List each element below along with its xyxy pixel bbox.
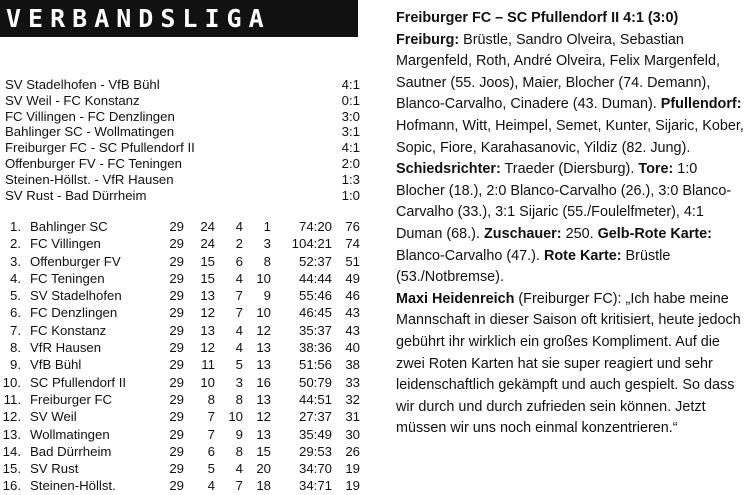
standing-played: 29 (169, 409, 184, 425)
match-report-column (396, 8, 744, 440)
standing-rank: 11. (3, 391, 21, 407)
standing-rank: 4. (10, 270, 21, 286)
standing-team: SV Weil (30, 409, 77, 425)
standing-played: 29 (169, 340, 184, 356)
spectators: 250. (565, 225, 594, 242)
standing-team: FC Konstanz (30, 322, 107, 338)
standing-drawn: 10 (228, 409, 243, 425)
standing-won: 24 (200, 236, 215, 252)
standing-lost: 15 (256, 443, 271, 459)
standing-lost: 10 (256, 270, 271, 286)
result-row (5, 124, 360, 140)
standing-points: 31 (345, 409, 360, 425)
standing-drawn: 2 (235, 236, 243, 252)
result-score: 3:0 (341, 108, 360, 124)
standing-lost: 3 (263, 236, 271, 252)
standing-team: SV Rust (30, 461, 79, 477)
standing-won: 15 (200, 253, 215, 269)
standing-goals: 44:51 (298, 391, 332, 407)
standing-drawn: 8 (235, 443, 243, 459)
standing-goals: 52:37 (298, 253, 332, 269)
standing-rank: 15. (2, 461, 21, 477)
results-list (5, 77, 360, 203)
standings-table (0, 218, 362, 495)
freiburg-label: Freiburg: (396, 31, 460, 48)
standing-played: 29 (169, 253, 184, 269)
standing-lost: 13 (256, 357, 271, 373)
result-score: 2:0 (341, 155, 360, 171)
standing-lost: 13 (256, 340, 271, 356)
standing-won: 7 (207, 409, 215, 425)
standing-played: 29 (169, 357, 184, 373)
standing-goals: 104:21 (291, 236, 332, 252)
standing-drawn: 6 (235, 253, 243, 269)
standing-rank: 8. (10, 340, 21, 356)
standing-team: Offenburger FV (30, 253, 121, 269)
standing-points: 40 (345, 340, 360, 356)
standing-won: 15 (200, 270, 215, 286)
standing-played: 29 (169, 426, 184, 442)
standing-points: 32 (345, 391, 360, 407)
standings-row (0, 426, 362, 443)
league-title: VERBANDSLIGA (6, 4, 271, 33)
standings-row (0, 322, 362, 339)
standing-played: 29 (169, 374, 184, 390)
standing-team: Wollmatingen (30, 426, 110, 442)
quote-club: (Freiburger FC): (518, 290, 622, 307)
standing-played: 29 (169, 219, 184, 234)
standings-row (0, 339, 362, 356)
standings-row (0, 408, 362, 425)
standing-points: 74 (345, 236, 360, 252)
standing-goals: 29:53 (298, 443, 332, 459)
referee: Traeder (Diersburg). (504, 161, 635, 178)
result-row (5, 93, 360, 109)
standing-lost: 10 (256, 305, 271, 321)
result-match: Offenburger FV - FC Teningen (5, 155, 182, 171)
standing-lost: 1 (263, 219, 271, 234)
standing-rank: 13. (2, 426, 21, 442)
standing-goals: 35:37 (298, 322, 332, 338)
standing-lost: 9 (263, 288, 271, 304)
standing-rank: 5. (10, 288, 21, 304)
standing-lost: 13 (256, 391, 271, 407)
standing-rank: 12. (2, 409, 21, 425)
standing-team: FC Denzlingen (30, 305, 118, 321)
standings-row (0, 304, 362, 321)
red-card-label: Rote Karte: (543, 247, 622, 264)
standing-lost: 20 (256, 461, 271, 477)
standing-team: VfR Hausen (30, 340, 102, 356)
standing-team: Freiburger FC (30, 391, 113, 407)
standing-drawn: 5 (235, 357, 243, 373)
standing-lost: 8 (263, 253, 271, 269)
standing-played: 29 (169, 461, 184, 477)
standing-team: SC Pfullendorf II (30, 374, 127, 390)
result-match: FC Villingen - FC Denzlingen (5, 108, 175, 124)
goals-label: Tore: (638, 161, 674, 178)
standing-rank: 2. (10, 236, 21, 252)
standing-rank: 9. (10, 357, 21, 373)
standing-team: SV Stadelhofen (30, 288, 122, 304)
standing-team: Bahlinger SC (30, 219, 108, 234)
result-match: SV Rust - Bad Dürrheim (5, 187, 147, 203)
yellow-red-card: Blanco-Carvalho (47.). (396, 247, 540, 264)
standings-row (0, 235, 362, 252)
standing-points: 19 (345, 461, 360, 477)
standing-played: 29 (169, 236, 184, 252)
spectators-label: Zuschauer: (483, 225, 562, 242)
standing-lost: 13 (256, 426, 271, 442)
result-score: 4:1 (341, 77, 360, 92)
standing-rank: 7. (10, 322, 21, 338)
league-panel (0, 0, 372, 493)
freiburg-lineup: Brüstle, Sandro Olveira, Sebastian Margenfeld, Roth, André Olveira, Felix Margenfeld, Sautner (55. Joos), Maier, Blocher (74. Demann), Blanco-Carvalho, Cinadere (43. Duman). (396, 31, 720, 113)
standing-goals: 74:20 (298, 219, 332, 234)
standing-rank: 14. (2, 443, 21, 459)
standing-goals: 34:70 (298, 461, 332, 477)
standing-rank: 16. (2, 478, 21, 494)
match-report (396, 8, 744, 440)
standing-lost: 12 (256, 322, 271, 338)
standing-played: 29 (169, 305, 184, 321)
result-row (5, 172, 360, 188)
referee-label: Schiedsrichter: (396, 161, 501, 178)
standing-points: 76 (345, 219, 360, 234)
standings-row (0, 443, 362, 460)
goals: 1:0 Blocher (18.), 2:0 Blanco-Carvalho (26.), 3:0 Blanco-Carvalho (33.), 3:1 Sijaric (55./Foulelfmeter), 4:1 Duman (68.). (396, 161, 732, 242)
standings-row (0, 477, 362, 494)
standing-team: Steinen-Höllst. (30, 478, 116, 494)
standing-drawn: 4 (235, 219, 243, 234)
standing-rank: 1. (10, 219, 21, 234)
standing-drawn: 7 (235, 305, 243, 321)
standings-row (0, 356, 362, 373)
standing-played: 29 (169, 478, 184, 494)
standing-won: 12 (200, 340, 215, 356)
result-row (5, 109, 360, 125)
quote-speaker: Maxi Heidenreich (396, 290, 515, 307)
standing-won: 4 (207, 478, 215, 494)
standings-row (0, 391, 362, 408)
result-match: SV Stadelhofen - VfB Bühl (5, 77, 160, 92)
standing-goals: 51:56 (298, 357, 332, 373)
standing-played: 29 (169, 391, 184, 407)
result-score: 4:1 (341, 140, 360, 156)
league-header (0, 0, 358, 37)
standing-drawn: 7 (235, 288, 243, 304)
standing-team: FC Villingen (30, 236, 101, 252)
standing-goals: 46:45 (298, 305, 332, 321)
standing-won: 11 (201, 357, 215, 373)
standing-drawn: 7 (235, 478, 243, 494)
standing-won: 10 (200, 374, 215, 390)
standing-goals: 27:37 (298, 409, 332, 425)
standing-played: 29 (169, 443, 184, 459)
standing-points: 46 (345, 288, 360, 304)
standing-lost: 18 (256, 478, 271, 494)
standings-row (0, 270, 362, 287)
standing-goals: 35:49 (298, 426, 332, 442)
standing-points: 30 (345, 426, 360, 442)
standing-rank: 3. (10, 253, 21, 269)
standing-won: 13 (200, 288, 215, 304)
standing-rank: 6. (10, 305, 21, 321)
standing-lost: 12 (256, 409, 271, 425)
standing-won: 8 (207, 391, 215, 407)
standing-team: Bad Dürrheim (30, 443, 112, 459)
coach-quote (396, 289, 744, 440)
standing-points: 33 (345, 374, 360, 390)
result-score: 1:3 (341, 171, 360, 187)
standing-points: 51 (345, 253, 360, 269)
standings-row (0, 374, 362, 391)
standing-won: 5 (207, 461, 215, 477)
standing-won: 7 (207, 426, 215, 442)
standing-goals: 34:71 (298, 478, 332, 494)
result-row (5, 140, 360, 156)
standing-played: 29 (169, 288, 184, 304)
pfullendorf-lineup: Hofmann, Witt, Heimpel, Semet, Kunter, Sijaric, Kober, Sopic, Fiore, Karahasanovic, Yildiz (82. Jung). (396, 117, 744, 156)
yellow-red-label: Gelb-Rote Karte: (597, 225, 712, 242)
result-match: Bahlinger SC - Wollmatingen (5, 124, 175, 140)
standing-drawn: 9 (235, 426, 243, 442)
standing-goals: 44:44 (298, 270, 332, 286)
standings-row (0, 253, 362, 270)
standing-drawn: 3 (235, 374, 243, 390)
standing-points: 43 (345, 322, 360, 338)
standings-row (0, 218, 362, 235)
result-score: 3:1 (341, 124, 360, 140)
standing-team: VfB Bühl (30, 357, 82, 373)
standing-points: 43 (345, 305, 360, 321)
standing-goals: 50:79 (298, 374, 332, 390)
result-match: Freiburger FC - SC Pfullendorf II (5, 140, 195, 156)
result-score: 0:1 (341, 92, 360, 108)
standing-team: FC Teningen (30, 270, 105, 286)
standing-drawn: 4 (235, 461, 243, 477)
standing-won: 12 (200, 305, 215, 321)
standing-points: 38 (345, 357, 360, 373)
result-row (5, 77, 360, 93)
standings-row (0, 287, 362, 304)
standing-drawn: 4 (235, 270, 243, 286)
standing-drawn: 4 (235, 340, 243, 356)
pfullendorf-label: Pfullendorf: (660, 96, 742, 113)
standing-drawn: 4 (235, 322, 243, 338)
standing-points: 19 (345, 478, 360, 494)
result-row (5, 188, 360, 204)
standing-played: 29 (169, 270, 184, 286)
standing-lost: 16 (256, 374, 271, 390)
standings-row (0, 460, 362, 477)
standing-goals: 38:36 (298, 340, 332, 356)
standing-played: 29 (169, 322, 184, 338)
standing-points: 26 (345, 443, 360, 459)
standing-rank: 10. (2, 374, 21, 390)
standing-won: 24 (200, 219, 215, 234)
result-row (5, 156, 360, 172)
red-card: Brüstle (53./Notbremse). (396, 247, 671, 286)
result-match: SV Weil - FC Konstanz (5, 92, 140, 108)
standing-drawn: 8 (235, 391, 243, 407)
standing-won: 13 (200, 322, 215, 338)
result-score: 1:0 (341, 187, 360, 203)
report-headline: Freiburger FC – SC Pfullendorf II 4:1 (3:0) (396, 10, 679, 26)
standing-goals: 55:46 (298, 288, 332, 304)
standing-points: 49 (345, 270, 360, 286)
standing-won: 6 (207, 443, 215, 459)
result-match: Steinen-Höllst. - VfR Hausen (5, 171, 174, 187)
quote-text: „Ich habe meine Mannschaft in dieser Saison oft kritisiert, heute jedoch gebührt ihr wirklich ein großes Kompliment. Auf die zwei Roten Karten hat sie super reagiert und sehr leidenschaftlich gekämpft und auch gespielt. So dass wir durch und durch zufrieden sein können. Jetzt müssen wir uns noch einmal konzentrieren.“ (396, 290, 741, 437)
